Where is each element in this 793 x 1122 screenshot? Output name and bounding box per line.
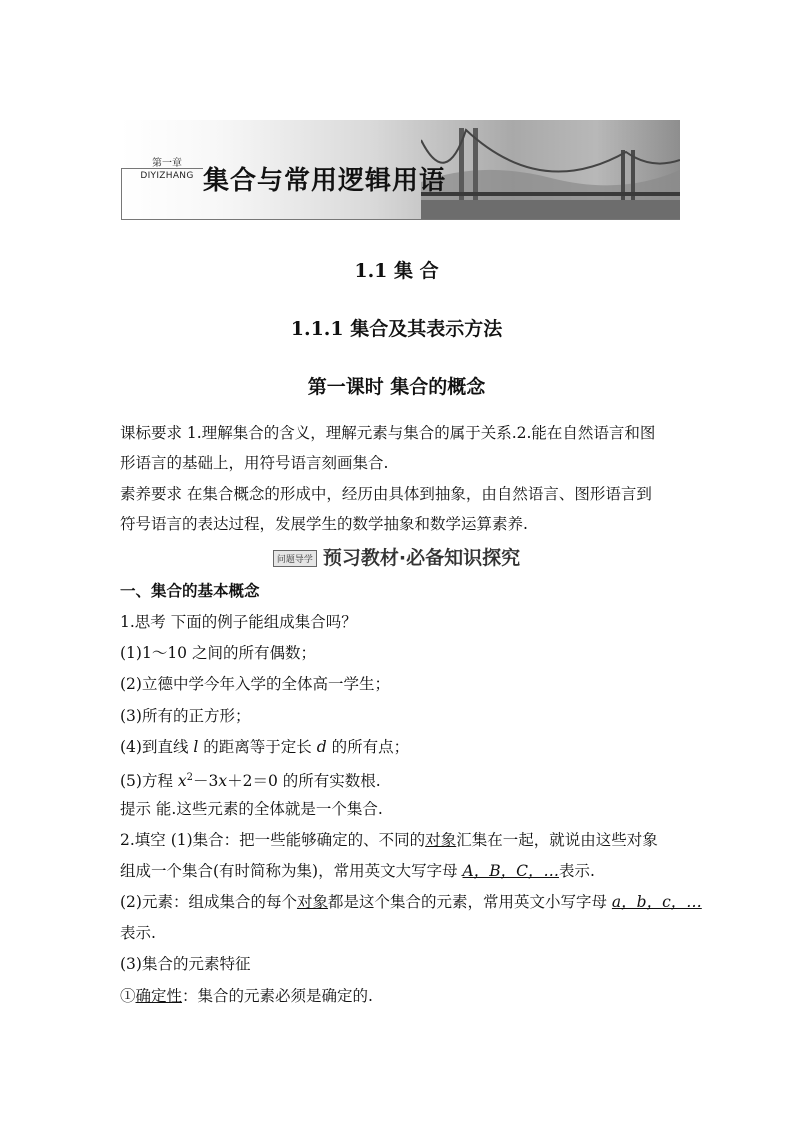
text: (2)元素：组成集合的每个 <box>120 893 297 911</box>
chapter-banner <box>121 120 680 220</box>
text: ：集合的元素必须是确定的. <box>182 987 373 1005</box>
features-heading: (3)集合的元素特征 <box>120 955 251 973</box>
think-question: 1.思考 下面的例子能组成集合吗？ <box>120 613 357 631</box>
answer-blank: A，B，C，… <box>462 862 559 880</box>
text: 组成一个集合(有时简称为集)，常用英文大写字母 <box>120 862 463 880</box>
element-def-line-1 <box>120 891 702 913</box>
section-banner <box>0 543 793 570</box>
text: －3 <box>193 772 219 791</box>
example-5 <box>120 767 381 792</box>
chapter-number: 第一章 <box>152 158 182 169</box>
requirement-line-1: 课标要求 1.理解集合的含义，理解元素与集合的属于关系.2.能在自然语言和图 <box>120 424 656 442</box>
section-badge: 问题导学 <box>273 550 317 567</box>
answer-blank: 对象 <box>296 893 328 911</box>
example-1: (1)1～10 之间的所有偶数； <box>120 644 316 662</box>
requirement-line-4: 符号语言的表达过程，发展学生的数学抽象和数学运算素养. <box>120 515 528 533</box>
var-d: d <box>316 738 327 756</box>
section-heading: 1.1 集 合 <box>354 260 439 282</box>
fill-line-2 <box>120 860 595 882</box>
chapter-tag <box>129 158 205 182</box>
fill-line-1 <box>120 829 658 851</box>
text: 都是这个集合的元素，常用英文小写字母 <box>327 893 612 911</box>
determinacy <box>120 985 373 1007</box>
lesson-heading: 第一课时 集合的概念 <box>307 376 486 398</box>
bridge-illustration <box>421 120 680 220</box>
example-3: (3)所有的正方形； <box>120 707 251 725</box>
text: 的距离等于定长 <box>198 738 317 756</box>
requirement-line-2: 形语言的基础上，用符号语言刻画集合. <box>120 454 389 472</box>
text: ＋2＝0 的所有实数根. <box>227 772 381 791</box>
section-title: 预习教材·必备知识探究 <box>322 547 521 569</box>
text: 的所有点； <box>326 738 410 756</box>
example-4 <box>120 736 409 758</box>
answer-blank: 确定性 <box>135 987 183 1005</box>
answer-blank: 对象 <box>425 831 457 849</box>
text: ① <box>120 987 136 1005</box>
text: 表示. <box>558 862 595 880</box>
var-x: x <box>218 772 228 791</box>
chapter-title: 集合与常用逻辑用语 <box>203 166 447 196</box>
text: (5)方程 <box>120 772 178 791</box>
example-2: (2)立德中学今年入学的全体高一学生； <box>120 675 390 693</box>
text: 2.填空 (1)集合：把一些能够确定的、不同的 <box>120 831 426 849</box>
subsection-heading: 1.1.1 集合及其表示方法 <box>290 318 503 340</box>
chapter-pinyin: DIYIZHANG <box>140 171 194 181</box>
banner-bottom-rule <box>121 219 680 220</box>
banner-left-rule <box>121 168 122 220</box>
requirement-line-3: 素养要求 在集合概念的形成中，经历由具体到抽象，由自然语言、图形语言到 <box>120 485 652 503</box>
hint: 提示 能.这些元素的全体就是一个集合. <box>120 800 383 818</box>
exponent: 2 <box>186 772 194 783</box>
var-l: l <box>193 738 199 756</box>
element-def-line-2: 表示. <box>120 924 156 942</box>
text: 汇集在一起，就说由这些对象 <box>456 831 658 849</box>
concept-heading: 一、集合的基本概念 <box>120 582 260 600</box>
answer-blank: a，b，c，… <box>611 893 702 911</box>
var-x: x <box>177 772 187 791</box>
text: (4)到直线 <box>120 738 194 756</box>
